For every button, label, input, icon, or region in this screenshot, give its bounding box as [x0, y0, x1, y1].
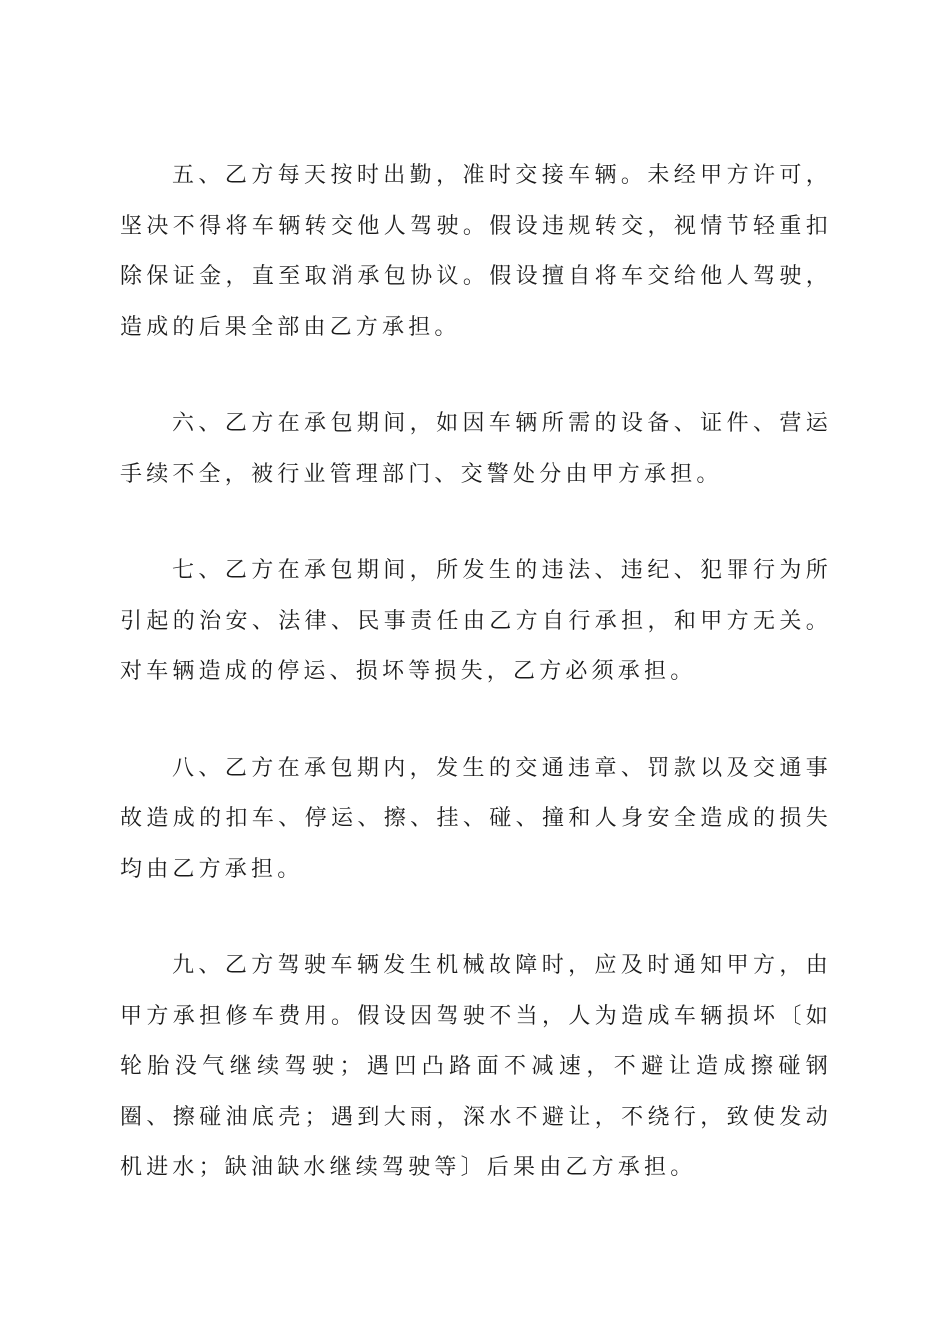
- clause-7: 七、乙方在承包期间，所发生的违法、违纪、犯罪行为所引起的治安、法律、民事责任由乙方自行承担，和甲方无关。对车辆造成的停运、损坏等损失，乙方必须承担。: [120, 558, 832, 684]
- document-page: [120, 151, 832, 1194]
- clause-5: 五、乙方每天按时出勤，准时交接车辆。未经甲方许可，坚决不得将车辆转交他人驾驶。假设违规转交，视情节轻重扣除保证金，直至取消承包协议。假设擅自将车交给他人驾驶，造成的后果全部由乙方承担。: [120, 163, 832, 340]
- clause-9: 九、乙方驾驶车辆发生机械故障时，应及时通知甲方，由甲方承担修车费用。假设因驾驶不当，人为造成车辆损坏〔如轮胎没气继续驾驶；遇凹凸路面不减速，不避让造成擦碰钢圈、擦碰油底壳；遇到大雨，深水不避让，不绕行，致使发动机进水；缺油缺水继续驾驶等〕后果由乙方承担。: [120, 953, 832, 1180]
- clause-6: 六、乙方在承包期间，如因车辆所需的设备、证件、营运手续不全，被行业管理部门、交警处分由甲方承担。: [120, 411, 832, 487]
- clause-8: 八、乙方在承包期内，发生的交通违章、罚款以及交通事故造成的扣车、停运、擦、挂、碰、撞和人身安全造成的损失均由乙方承担。: [120, 755, 832, 882]
